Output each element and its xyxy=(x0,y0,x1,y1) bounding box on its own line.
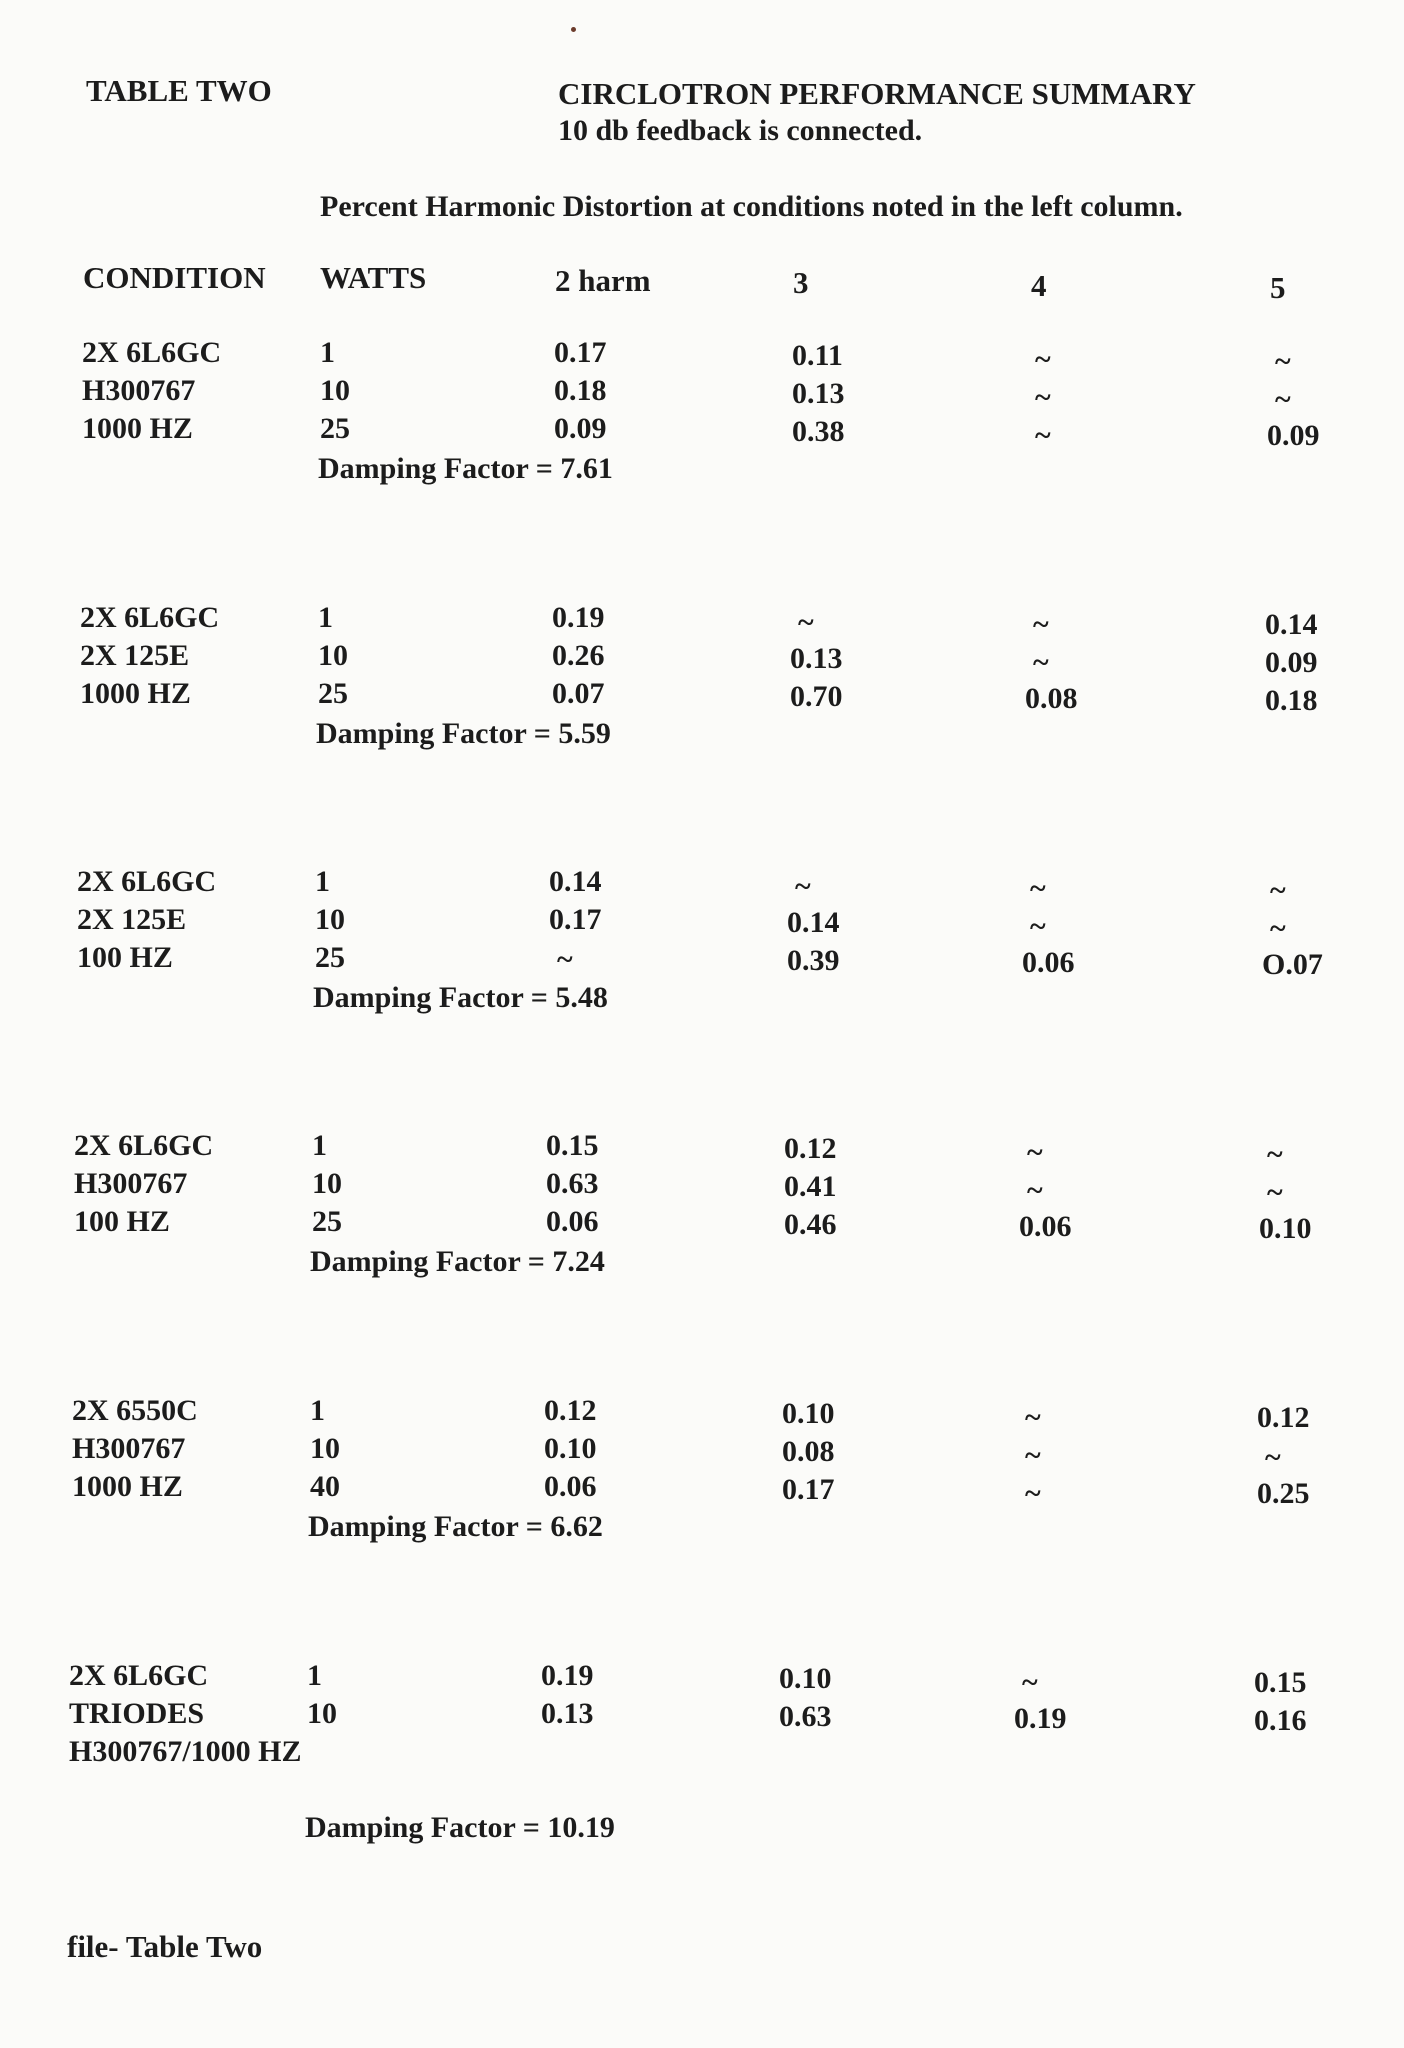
damping-factor: Damping Factor = 7.61 xyxy=(318,452,613,485)
condition-label: H300767 xyxy=(72,1432,186,1465)
watts-value: 40 xyxy=(310,1470,340,1503)
distortion-value: 0.41 xyxy=(784,1170,837,1203)
watts-value: 25 xyxy=(320,412,350,445)
distortion-value: 0.12 xyxy=(544,1394,597,1427)
col-header-condition: CONDITION xyxy=(83,260,266,295)
negligible-mark: ~ xyxy=(1033,608,1049,641)
col-header-2harm: 2 harm xyxy=(555,263,651,298)
watts-value: 10 xyxy=(318,639,348,672)
watts-value: 25 xyxy=(315,941,345,974)
distortion-value: 0.09 xyxy=(1265,646,1318,679)
distortion-value: 0.16 xyxy=(1254,1704,1307,1737)
distortion-value: 0.08 xyxy=(1025,682,1078,715)
negligible-mark: ~ xyxy=(1025,1477,1041,1510)
condition-label: 2X 6L6GC xyxy=(80,601,220,634)
negligible-mark: ~ xyxy=(1027,1136,1043,1169)
distortion-value: 0.39 xyxy=(787,944,840,977)
col-header-3: 3 xyxy=(793,265,809,300)
distortion-value: 0.63 xyxy=(546,1167,599,1200)
damping-factor: Damping Factor = 5.48 xyxy=(313,981,608,1014)
watts-value: 10 xyxy=(310,1432,340,1465)
watts-value: 1 xyxy=(310,1394,325,1427)
condition-label: 1000 HZ xyxy=(82,412,193,445)
watts-value: 10 xyxy=(315,903,345,936)
condition-label: 100 HZ xyxy=(77,941,173,974)
condition-label: 2X 6550C xyxy=(72,1394,198,1427)
damping-factor: Damping Factor = 6.62 xyxy=(308,1510,603,1543)
distortion-value: 0.15 xyxy=(1254,1666,1307,1699)
negligible-mark: ~ xyxy=(1270,874,1286,907)
col-header-4: 4 xyxy=(1031,268,1047,303)
distortion-value: 0.17 xyxy=(782,1473,835,1506)
distortion-value: 0.06 xyxy=(544,1470,597,1503)
distortion-value: 0.19 xyxy=(552,601,605,634)
distortion-value: 0.13 xyxy=(790,642,843,675)
condition-label: 1000 HZ xyxy=(80,677,191,710)
negligible-mark: ~ xyxy=(1035,343,1051,376)
distortion-value: 0.07 xyxy=(552,677,605,710)
negligible-mark: ~ xyxy=(1027,1174,1043,1207)
distortion-value: 0.18 xyxy=(554,374,607,407)
watts-value: 25 xyxy=(312,1205,342,1238)
distortion-value: 0.63 xyxy=(779,1700,832,1733)
ink-speck xyxy=(571,27,576,32)
distortion-value: 0.09 xyxy=(1267,419,1320,452)
condition-label: TRIODES xyxy=(69,1697,205,1730)
watts-value: 25 xyxy=(318,677,348,710)
feedback-note: 10 db feedback is connected. xyxy=(558,114,923,147)
distortion-value: 0.08 xyxy=(782,1435,835,1468)
distortion-value: 0.13 xyxy=(541,1697,594,1730)
file-footer: file- Table Two xyxy=(67,1929,263,1964)
negligible-mark: ~ xyxy=(1025,1401,1041,1434)
distortion-value: 0.25 xyxy=(1257,1477,1310,1510)
negligible-mark: ~ xyxy=(1270,912,1286,945)
distortion-value: 0.19 xyxy=(1014,1702,1067,1735)
distortion-value: 0.10 xyxy=(544,1432,597,1465)
distortion-value: 0.14 xyxy=(1265,608,1318,641)
distortion-value: 0.38 xyxy=(792,415,845,448)
distortion-value: 0.10 xyxy=(782,1397,835,1430)
negligible-mark: ~ xyxy=(557,943,573,976)
damping-factor: Damping Factor = 10.19 xyxy=(305,1811,615,1844)
distortion-value: 0.19 xyxy=(541,1659,594,1692)
distortion-value: 0.10 xyxy=(779,1662,832,1695)
distortion-value: 0.13 xyxy=(792,377,845,410)
damping-factor: Damping Factor = 7.24 xyxy=(310,1245,605,1278)
distortion-value: 0.70 xyxy=(790,680,843,713)
watts-value: 1 xyxy=(315,865,330,898)
negligible-mark: ~ xyxy=(1035,419,1051,452)
negligible-mark: ~ xyxy=(1035,381,1051,414)
condition-label: H300767 xyxy=(82,374,196,407)
watts-value: 10 xyxy=(307,1697,337,1730)
table-label: TABLE TWO xyxy=(86,73,272,108)
condition-label: 2X 125E xyxy=(77,903,187,936)
distortion-value: 0.46 xyxy=(784,1208,837,1241)
condition-label: H300767/1000 HZ xyxy=(69,1735,302,1768)
condition-label: 2X 6L6GC xyxy=(69,1659,209,1692)
distortion-value: 0.09 xyxy=(554,412,607,445)
negligible-mark: ~ xyxy=(1275,345,1291,378)
page-title: CIRCLOTRON PERFORMANCE SUMMARY xyxy=(558,76,1196,111)
distortion-value: O.07 xyxy=(1262,948,1323,981)
col-header-watts: WATTS xyxy=(320,260,427,295)
distortion-value: 0.15 xyxy=(546,1129,599,1162)
watts-value: 1 xyxy=(320,336,335,369)
distortion-value: 0.12 xyxy=(1257,1401,1310,1434)
distortion-value: 0.12 xyxy=(784,1132,837,1165)
condition-label: 1000 HZ xyxy=(72,1470,183,1503)
negligible-mark: ~ xyxy=(1022,1666,1038,1699)
distortion-value: 0.06 xyxy=(1022,946,1075,979)
negligible-mark: ~ xyxy=(1025,1439,1041,1472)
negligible-mark: ~ xyxy=(798,606,814,639)
distortion-value: 0.14 xyxy=(787,906,840,939)
condition-label: 2X 6L6GC xyxy=(82,336,222,369)
negligible-mark: ~ xyxy=(1267,1176,1283,1209)
watts-value: 10 xyxy=(312,1167,342,1200)
negligible-mark: ~ xyxy=(1267,1138,1283,1171)
distortion-value: 0.17 xyxy=(549,903,602,936)
distortion-value: 0.11 xyxy=(792,339,843,372)
negligible-mark: ~ xyxy=(1030,872,1046,905)
condition-label: 2X 6L6GC xyxy=(77,865,217,898)
watts-value: 1 xyxy=(312,1129,327,1162)
negligible-mark: ~ xyxy=(1265,1441,1281,1474)
distortion-value: 0.06 xyxy=(1019,1210,1072,1243)
negligible-mark: ~ xyxy=(795,870,811,903)
condition-label: H300767 xyxy=(74,1167,188,1200)
distortion-value: 0.06 xyxy=(546,1205,599,1238)
col-header-5: 5 xyxy=(1270,270,1286,305)
negligible-mark: ~ xyxy=(1033,646,1049,679)
damping-factor: Damping Factor = 5.59 xyxy=(316,717,611,750)
negligible-mark: ~ xyxy=(1030,910,1046,943)
watts-value: 1 xyxy=(307,1659,322,1692)
condition-label: 100 HZ xyxy=(74,1205,170,1238)
distortion-value: 0.26 xyxy=(552,639,605,672)
distortion-value: 0.14 xyxy=(549,865,602,898)
distortion-value: 0.17 xyxy=(554,336,607,369)
distortion-value: 0.18 xyxy=(1265,684,1318,717)
distortion-value: 0.10 xyxy=(1259,1212,1312,1245)
negligible-mark: ~ xyxy=(1275,383,1291,416)
condition-label: 2X 125E xyxy=(80,639,190,672)
watts-value: 10 xyxy=(320,374,350,407)
watts-value: 1 xyxy=(318,601,333,634)
table-subtitle: Percent Harmonic Distortion at conditions noted in the left column. xyxy=(320,190,1183,223)
condition-label: 2X 6L6GC xyxy=(74,1129,214,1162)
